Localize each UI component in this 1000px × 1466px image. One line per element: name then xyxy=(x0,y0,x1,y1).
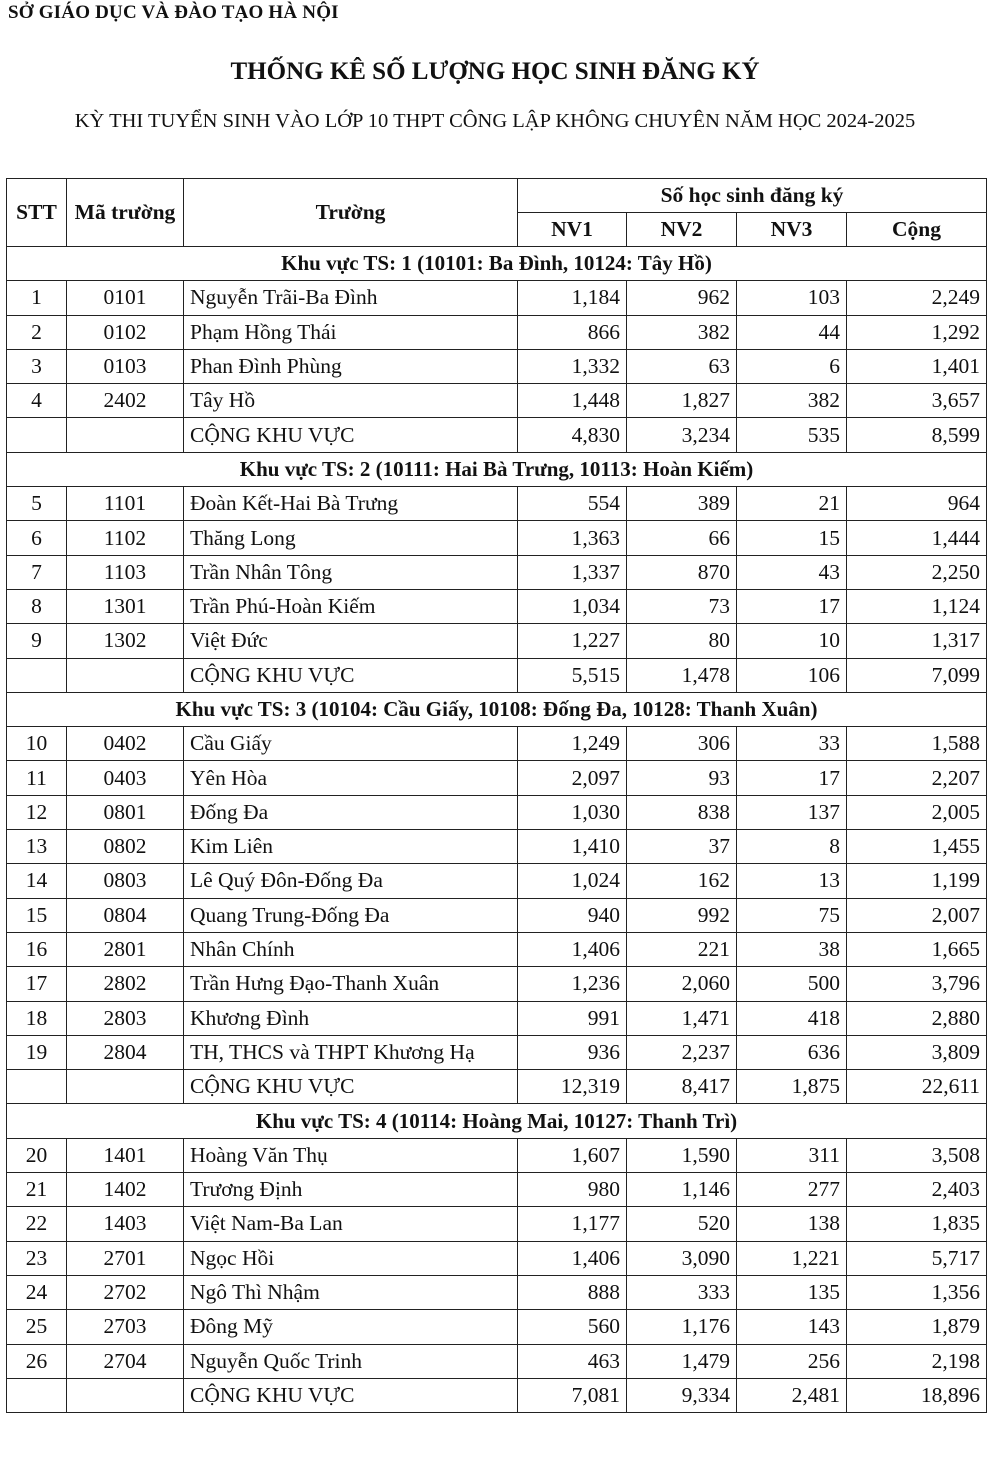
row-total: 1,356 xyxy=(847,1275,987,1309)
region-total-row xyxy=(7,1070,987,1104)
region-header-row xyxy=(7,452,987,486)
row-nv1: 1,184 xyxy=(518,281,627,315)
header-total: Cộng xyxy=(847,213,987,247)
row-nv1: 1,177 xyxy=(518,1207,627,1241)
row-school-code: 1103 xyxy=(67,555,184,589)
row-school-code: 1401 xyxy=(67,1138,184,1172)
row-school-code: 1403 xyxy=(67,1207,184,1241)
row-stt: 16 xyxy=(7,932,67,966)
row-stt: 4 xyxy=(7,384,67,418)
row-stt: 12 xyxy=(7,795,67,829)
row-school-name: Phạm Hồng Thái xyxy=(184,315,518,349)
table-header-row xyxy=(7,179,987,213)
row-total: 3,657 xyxy=(847,384,987,418)
row-nv3: 15 xyxy=(737,521,847,555)
row-nv3: 43 xyxy=(737,555,847,589)
region-total-label: CỘNG KHU VỰC xyxy=(184,658,518,692)
row-nv3: 138 xyxy=(737,1207,847,1241)
row-nv2: 221 xyxy=(627,932,737,966)
row-school-name: Quang Trung-Đống Đa xyxy=(184,898,518,932)
row-nv2: 1,590 xyxy=(627,1138,737,1172)
row-total: 2,249 xyxy=(847,281,987,315)
table-row xyxy=(7,727,987,761)
row-school-name: Phan Đình Phùng xyxy=(184,349,518,383)
row-nv1: 1,236 xyxy=(518,967,627,1001)
row-school-code: 2704 xyxy=(67,1344,184,1378)
region-total-row xyxy=(7,1378,987,1412)
row-nv3: 6 xyxy=(737,349,847,383)
total-stt-empty xyxy=(7,418,67,452)
row-school-code: 2702 xyxy=(67,1275,184,1309)
row-stt: 6 xyxy=(7,521,67,555)
row-nv2: 520 xyxy=(627,1207,737,1241)
row-total: 2,403 xyxy=(847,1173,987,1207)
table-row xyxy=(7,1173,987,1207)
row-school-name: Nhân Chính xyxy=(184,932,518,966)
header-stt: STT xyxy=(7,179,67,247)
row-nv2: 66 xyxy=(627,521,737,555)
row-nv1: 1,034 xyxy=(518,589,627,623)
row-nv1: 1,410 xyxy=(518,830,627,864)
region-total-sum: 7,099 xyxy=(847,658,987,692)
row-stt: 20 xyxy=(7,1138,67,1172)
region-total-nv1: 5,515 xyxy=(518,658,627,692)
row-nv1: 554 xyxy=(518,487,627,521)
row-nv2: 306 xyxy=(627,727,737,761)
row-total: 3,508 xyxy=(847,1138,987,1172)
row-nv3: 418 xyxy=(737,1001,847,1035)
row-nv1: 1,406 xyxy=(518,1241,627,1275)
row-stt: 18 xyxy=(7,1001,67,1035)
row-nv2: 1,827 xyxy=(627,384,737,418)
row-nv3: 137 xyxy=(737,795,847,829)
row-total: 1,317 xyxy=(847,624,987,658)
row-school-code: 2802 xyxy=(67,967,184,1001)
row-stt: 10 xyxy=(7,727,67,761)
row-school-name: Ngọc Hồi xyxy=(184,1241,518,1275)
row-nv2: 1,146 xyxy=(627,1173,737,1207)
row-stt: 15 xyxy=(7,898,67,932)
region-header-row xyxy=(7,247,987,281)
row-nv1: 1,406 xyxy=(518,932,627,966)
row-school-code: 2803 xyxy=(67,1001,184,1035)
row-nv1: 980 xyxy=(518,1173,627,1207)
table-row xyxy=(7,624,987,658)
row-stt: 1 xyxy=(7,281,67,315)
registration-table xyxy=(6,178,987,1413)
table-row xyxy=(7,898,987,932)
row-nv2: 3,090 xyxy=(627,1241,737,1275)
row-total: 1,292 xyxy=(847,315,987,349)
total-code-empty xyxy=(67,418,184,452)
row-nv3: 33 xyxy=(737,727,847,761)
table-row xyxy=(7,932,987,966)
row-school-name: Yên Hòa xyxy=(184,761,518,795)
row-total: 2,198 xyxy=(847,1344,987,1378)
row-nv1: 866 xyxy=(518,315,627,349)
table-row xyxy=(7,1207,987,1241)
row-nv2: 93 xyxy=(627,761,737,795)
table-row xyxy=(7,521,987,555)
row-nv3: 135 xyxy=(737,1275,847,1309)
row-nv1: 936 xyxy=(518,1035,627,1069)
row-total: 1,665 xyxy=(847,932,987,966)
row-school-code: 1301 xyxy=(67,589,184,623)
row-nv2: 333 xyxy=(627,1275,737,1309)
row-school-name: Trần Hưng Đạo-Thanh Xuân xyxy=(184,967,518,1001)
row-total: 2,250 xyxy=(847,555,987,589)
page-title: THỐNG KÊ SỐ LƯỢNG HỌC SINH ĐĂNG KÝ xyxy=(230,58,760,85)
table-row xyxy=(7,1035,987,1069)
row-school-name: Việt Đức xyxy=(184,624,518,658)
row-nv2: 2,237 xyxy=(627,1035,737,1069)
row-nv1: 1,030 xyxy=(518,795,627,829)
row-stt: 2 xyxy=(7,315,67,349)
region-title: Khu vực TS: 2 (10111: Hai Bà Trưng, 10113: Hoàn Kiếm) xyxy=(7,452,987,486)
row-nv3: 1,221 xyxy=(737,1241,847,1275)
region-total-nv1: 4,830 xyxy=(518,418,627,452)
region-title: Khu vực TS: 3 (10104: Cầu Giấy, 10108: Đống Đa, 10128: Thanh Xuân) xyxy=(7,692,987,726)
table-row xyxy=(7,384,987,418)
table-row xyxy=(7,1001,987,1035)
row-nv2: 962 xyxy=(627,281,737,315)
table-row xyxy=(7,487,987,521)
row-school-code: 0803 xyxy=(67,864,184,898)
row-nv2: 63 xyxy=(627,349,737,383)
row-nv2: 2,060 xyxy=(627,967,737,1001)
row-nv3: 143 xyxy=(737,1310,847,1344)
row-nv3: 103 xyxy=(737,281,847,315)
region-total-nv1: 12,319 xyxy=(518,1070,627,1104)
organization-name: SỞ GIÁO DỤC VÀ ĐÀO TẠO HÀ NỘI xyxy=(8,2,339,23)
table-row xyxy=(7,315,987,349)
row-stt: 7 xyxy=(7,555,67,589)
row-stt: 13 xyxy=(7,830,67,864)
header-nv2: NV2 xyxy=(627,213,737,247)
row-nv2: 80 xyxy=(627,624,737,658)
row-school-name: Đoàn Kết-Hai Bà Trưng xyxy=(184,487,518,521)
table-row xyxy=(7,795,987,829)
row-school-code: 0804 xyxy=(67,898,184,932)
row-school-name: TH, THCS và THPT Khương Hạ xyxy=(184,1035,518,1069)
row-total: 2,207 xyxy=(847,761,987,795)
page-subtitle: KỲ THI TUYỂN SINH VÀO LỚP 10 THPT CÔNG LẬP KHÔNG CHUYÊN NĂM HỌC 2024-2025 xyxy=(74,110,916,132)
region-header-row xyxy=(7,692,987,726)
row-nv2: 382 xyxy=(627,315,737,349)
row-school-name: Nguyễn Trãi-Ba Đình xyxy=(184,281,518,315)
total-code-empty xyxy=(67,658,184,692)
row-nv3: 500 xyxy=(737,967,847,1001)
region-total-nv3: 535 xyxy=(737,418,847,452)
row-school-code: 0801 xyxy=(67,795,184,829)
row-stt: 22 xyxy=(7,1207,67,1241)
row-school-name: Đống Đa xyxy=(184,795,518,829)
row-nv3: 17 xyxy=(737,761,847,795)
row-school-name: Việt Nam-Ba Lan xyxy=(184,1207,518,1241)
row-nv3: 17 xyxy=(737,589,847,623)
row-nv1: 2,097 xyxy=(518,761,627,795)
row-stt: 11 xyxy=(7,761,67,795)
table-row xyxy=(7,281,987,315)
region-title: Khu vực TS: 4 (10114: Hoàng Mai, 10127: Thanh Trì) xyxy=(7,1104,987,1138)
row-nv1: 1,227 xyxy=(518,624,627,658)
region-total-nv2: 9,334 xyxy=(627,1378,737,1412)
row-school-code: 0102 xyxy=(67,315,184,349)
total-stt-empty xyxy=(7,1070,67,1104)
row-nv2: 1,471 xyxy=(627,1001,737,1035)
region-total-sum: 18,896 xyxy=(847,1378,987,1412)
row-school-code: 1101 xyxy=(67,487,184,521)
region-total-nv1: 7,081 xyxy=(518,1378,627,1412)
row-stt: 14 xyxy=(7,864,67,898)
header-school-code: Mã trường xyxy=(67,179,184,247)
table-row xyxy=(7,1275,987,1309)
header-nv3: NV3 xyxy=(737,213,847,247)
row-total: 964 xyxy=(847,487,987,521)
total-code-empty xyxy=(67,1378,184,1412)
row-school-code: 0103 xyxy=(67,349,184,383)
row-school-name: Trần Nhân Tông xyxy=(184,555,518,589)
row-nv3: 8 xyxy=(737,830,847,864)
table-row xyxy=(7,1344,987,1378)
table-row xyxy=(7,830,987,864)
row-school-code: 2402 xyxy=(67,384,184,418)
row-school-name: Nguyễn Quốc Trinh xyxy=(184,1344,518,1378)
row-school-name: Lê Quý Đôn-Đống Đa xyxy=(184,864,518,898)
row-nv2: 838 xyxy=(627,795,737,829)
row-school-name: Cầu Giấy xyxy=(184,727,518,761)
table-row xyxy=(7,1310,987,1344)
row-school-code: 0802 xyxy=(67,830,184,864)
row-nv2: 389 xyxy=(627,487,737,521)
row-school-name: Tây Hồ xyxy=(184,384,518,418)
row-nv1: 560 xyxy=(518,1310,627,1344)
row-nv1: 940 xyxy=(518,898,627,932)
row-school-code: 2701 xyxy=(67,1241,184,1275)
header-nv1: NV1 xyxy=(518,213,627,247)
region-total-row xyxy=(7,418,987,452)
row-school-name: Thăng Long xyxy=(184,521,518,555)
row-nv1: 1,249 xyxy=(518,727,627,761)
row-total: 2,880 xyxy=(847,1001,987,1035)
table-row xyxy=(7,967,987,1001)
region-header-row xyxy=(7,1104,987,1138)
row-nv2: 1,479 xyxy=(627,1344,737,1378)
row-total: 1,124 xyxy=(847,589,987,623)
row-school-code: 0403 xyxy=(67,761,184,795)
row-total: 1,199 xyxy=(847,864,987,898)
row-nv3: 38 xyxy=(737,932,847,966)
region-total-nv2: 1,478 xyxy=(627,658,737,692)
row-nv2: 1,176 xyxy=(627,1310,737,1344)
row-nv2: 73 xyxy=(627,589,737,623)
total-stt-empty xyxy=(7,658,67,692)
row-total: 1,444 xyxy=(847,521,987,555)
row-school-code: 0402 xyxy=(67,727,184,761)
total-code-empty xyxy=(67,1070,184,1104)
row-total: 5,717 xyxy=(847,1241,987,1275)
row-total: 1,455 xyxy=(847,830,987,864)
row-stt: 3 xyxy=(7,349,67,383)
table-row xyxy=(7,589,987,623)
table-row xyxy=(7,1241,987,1275)
row-total: 2,007 xyxy=(847,898,987,932)
row-stt: 19 xyxy=(7,1035,67,1069)
table-row xyxy=(7,761,987,795)
row-nv2: 162 xyxy=(627,864,737,898)
row-nv3: 382 xyxy=(737,384,847,418)
row-nv1: 1,337 xyxy=(518,555,627,589)
row-school-code: 2703 xyxy=(67,1310,184,1344)
row-nv3: 44 xyxy=(737,315,847,349)
row-total: 1,835 xyxy=(847,1207,987,1241)
row-nv3: 256 xyxy=(737,1344,847,1378)
row-school-code: 0101 xyxy=(67,281,184,315)
region-total-nv3: 2,481 xyxy=(737,1378,847,1412)
row-school-code: 2801 xyxy=(67,932,184,966)
region-total-sum: 8,599 xyxy=(847,418,987,452)
table-body xyxy=(7,247,987,1413)
row-stt: 5 xyxy=(7,487,67,521)
row-school-name: Ngô Thì Nhậm xyxy=(184,1275,518,1309)
row-total: 1,879 xyxy=(847,1310,987,1344)
row-total: 2,005 xyxy=(847,795,987,829)
row-nv1: 888 xyxy=(518,1275,627,1309)
region-total-nv2: 8,417 xyxy=(627,1070,737,1104)
row-nv2: 37 xyxy=(627,830,737,864)
row-stt: 9 xyxy=(7,624,67,658)
row-school-name: Trương Định xyxy=(184,1173,518,1207)
row-school-name: Khương Đình xyxy=(184,1001,518,1035)
row-nv3: 13 xyxy=(737,864,847,898)
row-stt: 21 xyxy=(7,1173,67,1207)
row-school-name: Kim Liên xyxy=(184,830,518,864)
row-school-name: Đông Mỹ xyxy=(184,1310,518,1344)
row-school-name: Hoàng Văn Thụ xyxy=(184,1138,518,1172)
row-nv3: 10 xyxy=(737,624,847,658)
row-nv1: 1,607 xyxy=(518,1138,627,1172)
row-nv2: 870 xyxy=(627,555,737,589)
region-total-label: CỘNG KHU VỰC xyxy=(184,1070,518,1104)
row-school-code: 1302 xyxy=(67,624,184,658)
row-stt: 24 xyxy=(7,1275,67,1309)
row-nv1: 463 xyxy=(518,1344,627,1378)
row-stt: 17 xyxy=(7,967,67,1001)
region-total-nv3: 106 xyxy=(737,658,847,692)
row-nv1: 1,448 xyxy=(518,384,627,418)
row-stt: 26 xyxy=(7,1344,67,1378)
row-school-code: 1402 xyxy=(67,1173,184,1207)
row-nv3: 277 xyxy=(737,1173,847,1207)
region-total-nv3: 1,875 xyxy=(737,1070,847,1104)
table-row xyxy=(7,555,987,589)
table-row xyxy=(7,864,987,898)
row-total: 1,401 xyxy=(847,349,987,383)
region-total-label: CỘNG KHU VỰC xyxy=(184,1378,518,1412)
row-total: 3,796 xyxy=(847,967,987,1001)
header-registered-group: Số học sinh đăng ký xyxy=(518,179,987,213)
row-nv1: 1,332 xyxy=(518,349,627,383)
row-nv3: 636 xyxy=(737,1035,847,1069)
region-total-row xyxy=(7,658,987,692)
row-nv1: 1,024 xyxy=(518,864,627,898)
header-school: Trường xyxy=(184,179,518,247)
row-stt: 23 xyxy=(7,1241,67,1275)
row-stt: 8 xyxy=(7,589,67,623)
row-nv1: 1,363 xyxy=(518,521,627,555)
table-row xyxy=(7,349,987,383)
total-stt-empty xyxy=(7,1378,67,1412)
row-school-code: 2804 xyxy=(67,1035,184,1069)
row-total: 3,809 xyxy=(847,1035,987,1069)
row-nv3: 75 xyxy=(737,898,847,932)
row-school-name: Trần Phú-Hoàn Kiếm xyxy=(184,589,518,623)
row-nv2: 992 xyxy=(627,898,737,932)
region-title: Khu vực TS: 1 (10101: Ba Đình, 10124: Tây Hồ) xyxy=(7,247,987,281)
region-total-nv2: 3,234 xyxy=(627,418,737,452)
row-school-code: 1102 xyxy=(67,521,184,555)
row-stt: 25 xyxy=(7,1310,67,1344)
row-nv3: 311 xyxy=(737,1138,847,1172)
row-nv3: 21 xyxy=(737,487,847,521)
row-total: 1,588 xyxy=(847,727,987,761)
region-total-sum: 22,611 xyxy=(847,1070,987,1104)
table-row xyxy=(7,1138,987,1172)
region-total-label: CỘNG KHU VỰC xyxy=(184,418,518,452)
row-nv1: 991 xyxy=(518,1001,627,1035)
